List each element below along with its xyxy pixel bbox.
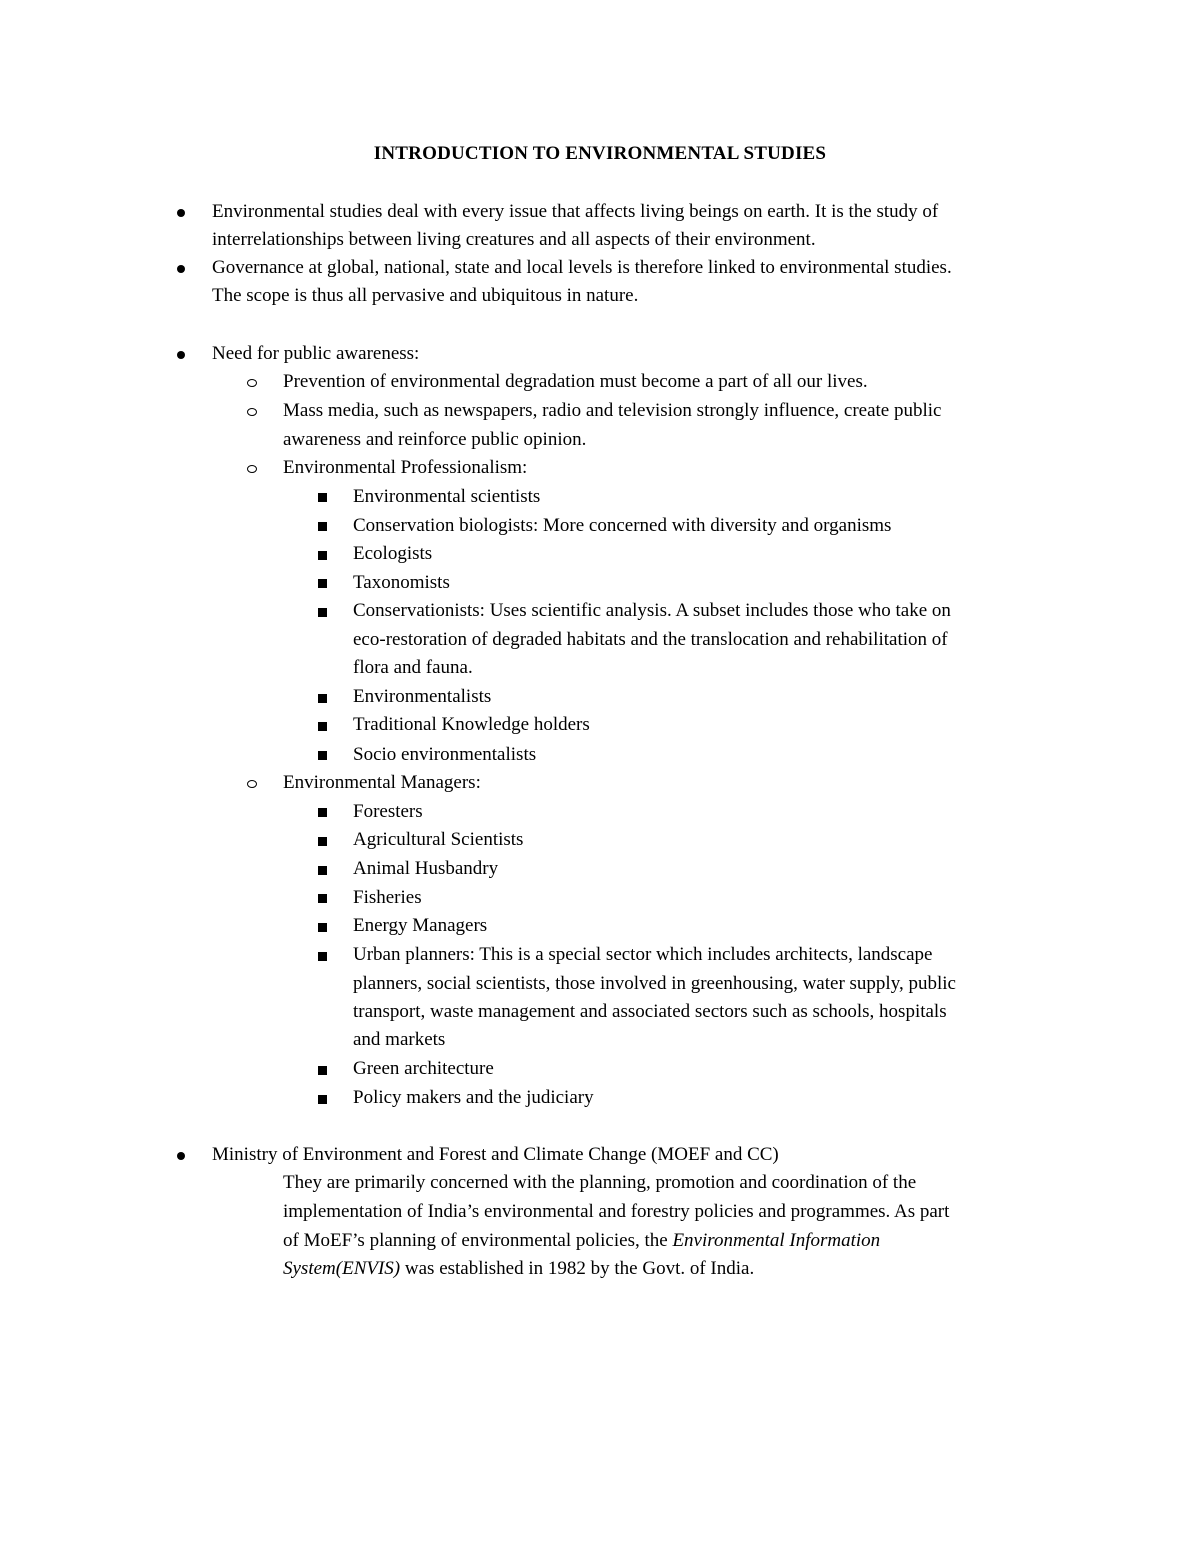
mass-media-item: awareness and reinforce public opinion.	[283, 429, 587, 450]
awareness-heading: Need for public awareness:	[212, 343, 420, 364]
ministry-paragraph-line: implementation of India’s environmental and forestry policies and programmes. As part	[283, 1201, 950, 1222]
list-item: Urban planners: This is a special sector which includes architects, landscape	[353, 944, 933, 965]
list-item: flora and fauna.	[353, 657, 473, 678]
intro-paragraph-line: Environmental studies deal with every issue that affects living beings on earth. It is the study of	[212, 201, 939, 222]
ministry-paragraph-line	[283, 1227, 880, 1255]
list-item: Conservationists: Uses scientific analysis. A subset includes those who take on	[353, 600, 951, 621]
square-bullet-icon	[318, 808, 327, 817]
intro-paragraph-line: interrelationships between living creatures and all aspects of their environment.	[212, 229, 816, 250]
list-item: eco-restoration of degraded habitats and the translocation and rehabilitation of	[353, 629, 948, 650]
list-item: transport, waste management and associated sectors such as schools, hospitals	[353, 1001, 947, 1022]
square-bullet-icon	[318, 952, 327, 961]
ministry-heading: Ministry of Environment and Forest and Climate Change (MOEF and CC)	[212, 1144, 779, 1165]
bullet-icon	[177, 1152, 185, 1160]
square-bullet-icon	[318, 894, 327, 903]
square-bullet-icon	[318, 694, 327, 703]
square-bullet-icon	[318, 608, 327, 617]
envis-term: System(ENVIS)	[283, 1258, 401, 1279]
list-item: Socio environmentalists	[353, 744, 537, 765]
page-title: INTRODUCTION TO ENVIRONMENTAL STUDIES	[373, 143, 827, 164]
list-item: Ecologists	[353, 543, 433, 564]
list-item: Environmentalists	[353, 686, 492, 707]
hollow-bullet-icon	[247, 780, 257, 788]
ministry-text: was established in 1982 by the Govt. of India.	[400, 1258, 755, 1279]
list-item: planners, social scientists, those involved in greenhousing, water supply, public	[353, 973, 956, 994]
square-bullet-icon	[318, 866, 327, 875]
list-item: Animal Husbandry	[353, 858, 499, 879]
square-bullet-icon	[318, 722, 327, 731]
list-item: Foresters	[353, 801, 423, 822]
envis-term: Environmental Information	[672, 1230, 881, 1251]
bullet-icon	[177, 265, 185, 273]
list-item: Energy Managers	[353, 915, 488, 936]
managers-heading: Environmental Managers:	[283, 772, 481, 793]
hollow-bullet-icon	[247, 379, 257, 387]
list-item: Conservation biologists: More concerned with diversity and organisms	[353, 515, 892, 536]
square-bullet-icon	[318, 1095, 327, 1104]
hollow-bullet-icon	[247, 465, 257, 473]
list-item: Agricultural Scientists	[353, 829, 524, 850]
square-bullet-icon	[318, 579, 327, 588]
ministry-text: of MoEF’s planning of environmental policies, the	[283, 1230, 673, 1251]
governance-paragraph-line: Governance at global, national, state and local levels is therefore linked to environmental studies.	[212, 257, 952, 278]
ministry-paragraph-line	[283, 1255, 754, 1283]
list-item: Taxonomists	[353, 572, 450, 593]
square-bullet-icon	[318, 522, 327, 531]
square-bullet-icon	[318, 837, 327, 846]
list-item: Policy makers and the judiciary	[353, 1087, 594, 1108]
list-item: Green architecture	[353, 1058, 494, 1079]
bullet-icon	[177, 351, 185, 359]
square-bullet-icon	[318, 751, 327, 760]
mass-media-item: Mass media, such as newspapers, radio and television strongly influence, create public	[283, 400, 942, 421]
professionalism-heading: Environmental Professionalism:	[283, 457, 528, 478]
bullet-icon	[177, 209, 185, 217]
square-bullet-icon	[318, 493, 327, 502]
list-item: and markets	[353, 1029, 446, 1050]
list-item: Environmental scientists	[353, 486, 541, 507]
ministry-paragraph-line: They are primarily concerned with the planning, promotion and coordination of the	[283, 1172, 917, 1193]
prevention-item: Prevention of environmental degradation must become a part of all our lives.	[283, 371, 868, 392]
square-bullet-icon	[318, 551, 327, 560]
list-item: Traditional Knowledge holders	[353, 714, 590, 735]
square-bullet-icon	[318, 1066, 327, 1075]
hollow-bullet-icon	[247, 408, 257, 416]
governance-paragraph-line: The scope is thus all pervasive and ubiquitous in nature.	[212, 285, 639, 306]
square-bullet-icon	[318, 923, 327, 932]
list-item: Fisheries	[353, 887, 422, 908]
